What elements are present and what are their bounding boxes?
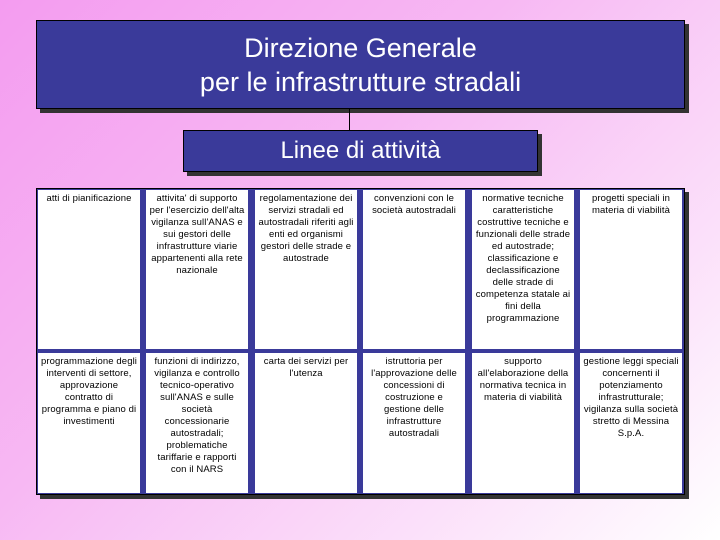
activity-cell: atti di pianificazione — [38, 190, 140, 349]
diagram-subtitle: Linee di attività — [280, 137, 441, 164]
diagram-title: Direzione Generale per le infrastrutture stradali — [199, 32, 522, 97]
activity-cell: programmazione degli interventi di settore, approvazione contratto di programma e piano di investimenti — [38, 353, 140, 493]
subtitle-box — [183, 130, 538, 172]
activity-cell: supporto all'elaborazione della normativa tecnica in materia di viabilità — [472, 353, 574, 493]
activity-cell: gestione leggi speciali concernenti il potenziamento infrastrutturale; vigilanza sulla società stretto di Messina S.p.A. — [580, 353, 682, 493]
activity-cell: regolamentazione dei servizi stradali ed autostradali riferiti agli enti ed organismi gestori delle strade e autostrade — [255, 190, 357, 349]
activity-cell: progetti speciali in materia di viabilità — [580, 190, 682, 349]
activity-cell: attivita' di supporto per l'esercizio dell'alta vigilanza sull'ANAS e sui gestori delle infrastrutture viarie appartenenti alla rete nazionale — [146, 190, 248, 349]
activity-cell: convenzioni con le società autostradali — [363, 190, 465, 349]
activity-cell: funzioni di indirizzo, vigilanza e controllo tecnico-operativo sull'ANAS e sulle società concessionarie autostradali; problematiche tariffarie e rapporti con il NARS — [146, 353, 248, 493]
activity-cell: carta dei servizi per l'utenza — [255, 353, 357, 493]
activity-cell: normative tecniche caratteristiche costruttive tecniche e funzionali delle strade ed autostrade; classificazione e declassificazione delle strade di competenza statale ai fini della programmazione — [472, 190, 574, 349]
activity-grid — [36, 188, 685, 495]
title-box — [36, 20, 685, 109]
activity-cell: istruttoria per l'approvazione delle concessioni di costruzione e gestione delle infrastrutture autostradali — [363, 353, 465, 493]
title-connector-line — [349, 109, 350, 131]
